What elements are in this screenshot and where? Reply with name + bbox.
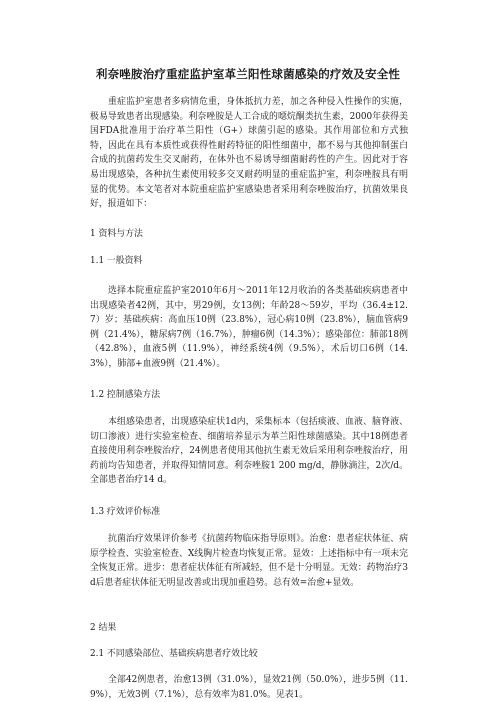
section-heading-1-2: 1.2 控制感染方法 <box>90 390 161 400</box>
general-info-paragraph: 选择本院重症监护室2010年6月～2011年12月收治的各类基础疾病患者中出现感染者42例，其中，男29例，女13例；年龄28～59岁，平均（36.4±12.7）岁；基础疾病：高血压10例（23.8%），冠心病10例（23.8%），脑血管病9例（21.4%），糖尿病7例（16.7%），肿瘤6例（14.3%）；感染部位：肺部18例（42.8%），血液5例（11.9%），神经系统4例（9.5%），术后切口6例（14.3%），肺部+血液9例（21.4%）。 <box>90 286 408 369</box>
section-heading-1-3: 1.3 疗效评价标准 <box>90 507 161 517</box>
document-title: 利奈唑胺治疗重症监护室革兰阳性球菌感染的疗效及安全性 <box>95 67 401 81</box>
section-heading-1: 1 资料与方法 <box>90 229 143 239</box>
section-heading-2: 2 结果 <box>90 623 117 633</box>
section-heading-2-1: 2.1 不同感染部位、基础疾病患者疗效比较 <box>90 649 258 659</box>
infection-control-paragraph: 本组感染患者，出现感染症状1d内，采集标本（包括痰液、血液、脑脊液、切口渗液）进行实验室检查、细菌培养显示为革兰阳性球菌感染。其中18例患者直接使用利奈唑胺治疗，24例患者使用其他抗生素无效后采用利奈唑胺治疗，用药前均告知患者，并取得知情同意。利奈唑胺1 200 mg/d，静脉滴注，2次/d。全部患者治疗14 d。 <box>90 417 408 486</box>
evaluation-criteria-paragraph: 抗菌治疗效果评价参考《抗菌药物临床指导原则》。治愈：患者症状体征、病原学检查、实验室检查、X线胸片检查均恢复正常。显效：上述指标中有一项未完全恢复正常。进步：患者症状体征有所减轻，但不是十分明显。无效：药物治疗3 d后患者症状体征无明显改善或出现加重趋势。总有效=治愈+显效。 <box>90 534 408 588</box>
results-paragraph: 全部42例患者，治愈13例（31.0%），显效21例（50.0%），进步5例（11.9%），无效3例（7.1%），总有效率为81.0%。见表1。 <box>90 675 408 700</box>
intro-paragraph: 重症监护室患者多病情危重，身体抵抗力差，加之各种侵入性操作的实施，极易导致患者出现感染。利奈唑胺是人工合成的噁烷酮类抗生素，2000年获得美国FDA批准用于治疗革兰阳性（G+）球菌引起的感染。其作用部位和方式独特，因此在具有本质性或获得性耐药特征的阳性细菌中，都不易与其他抑制蛋白合成的抗菌药发生交叉耐药，在体外也不易诱导细菌耐药性的产生。因此对于容易出现感染，各种抗生素使用较多交叉耐药明显的重症监护室，利奈唑胺具有明显的优势。本文笔者对本院重症监护室感染患者采用利奈唑胺治疗，抗菌效果良好，报道如下： <box>90 97 408 210</box>
section-heading-1-1: 1.1 一般资料 <box>90 256 143 266</box>
